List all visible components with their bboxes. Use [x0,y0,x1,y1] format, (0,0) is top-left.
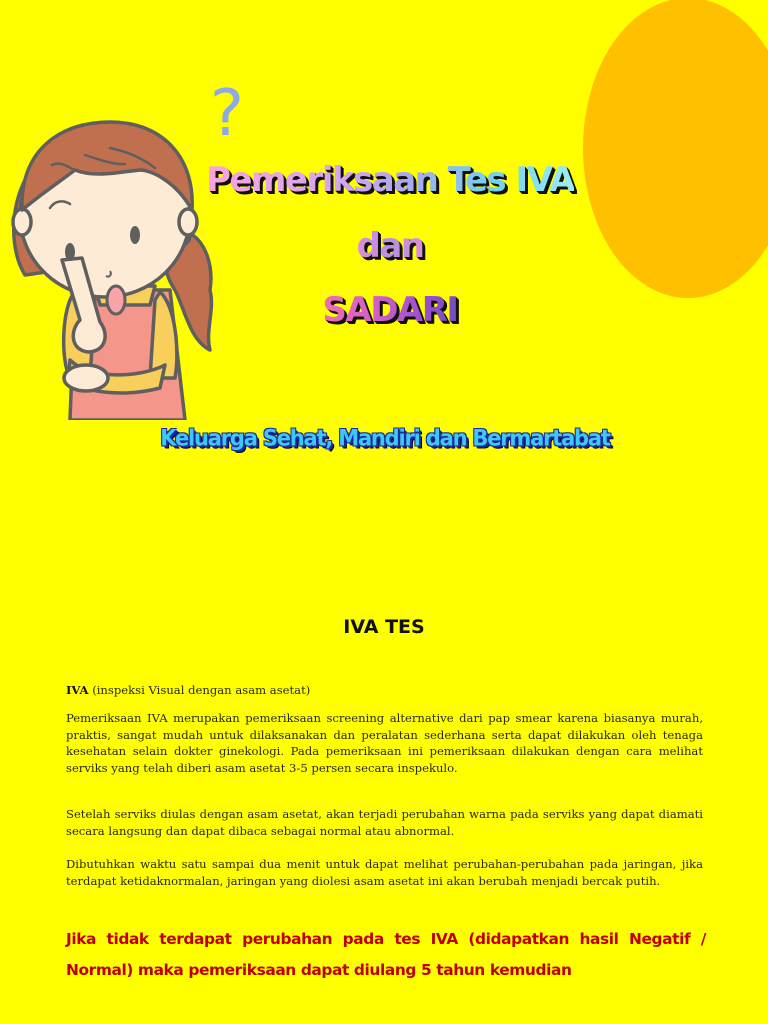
callout-note: Jika tidak terdapat perubahan pada tes IVA (didapatkan hasil Negatif / Normal) maka pemeriksaan dapat diulang 5 tahun kemudian [66,930,706,979]
title-line-1: Pemeriksaan Tes IVA [206,160,574,200]
title-line-3: SADARI [322,290,458,330]
iva-expansion: (inspeksi Visual dengan asam asetat) [88,683,311,697]
paragraph-3: Dibutuhkan waktu satu sampai dua menit untuk dapat melihat perubahan-perubahan pada jaringan, jika terdapat ketidaknormalan, jaringan yang diolesi asam asetat ini akan berubah menjadi bercak putih. [66,857,703,888]
title-line-2: dan [356,226,424,266]
orange-ellipse-decoration [583,0,768,298]
question-mark-icon: ? [210,77,244,151]
paragraph-1: Pemeriksaan IVA merupakan pemeriksaan screening alternative dari pap smear karena biasanya murah, praktis, sangat mudah untuk dilaksanakan dan peralatan sederhana serta dapat dilakukan oleh tenaga kesehatan selain dokter ginekologi. Pada pemeriksaan ini pemeriksaan dilakukan dengan cara melihat serviks yang telah diberi asam asetat 3-5 persen secara inspekulo. [66,711,703,775]
slogan-wordart: Keluarga Sehat, Mandiri dan Bermartabat [160,425,610,451]
paragraph-2: Setelah serviks diulas dengan asam asetat, akan terjadi perubahan warna pada serviks yang dapat diamati secara langsung dan dapat dibaca sebagai normal atau abnormal. [66,807,703,838]
iva-term: IVA [66,683,89,697]
iva-definition [66,682,703,699]
section-heading: IVA TES [343,616,425,638]
